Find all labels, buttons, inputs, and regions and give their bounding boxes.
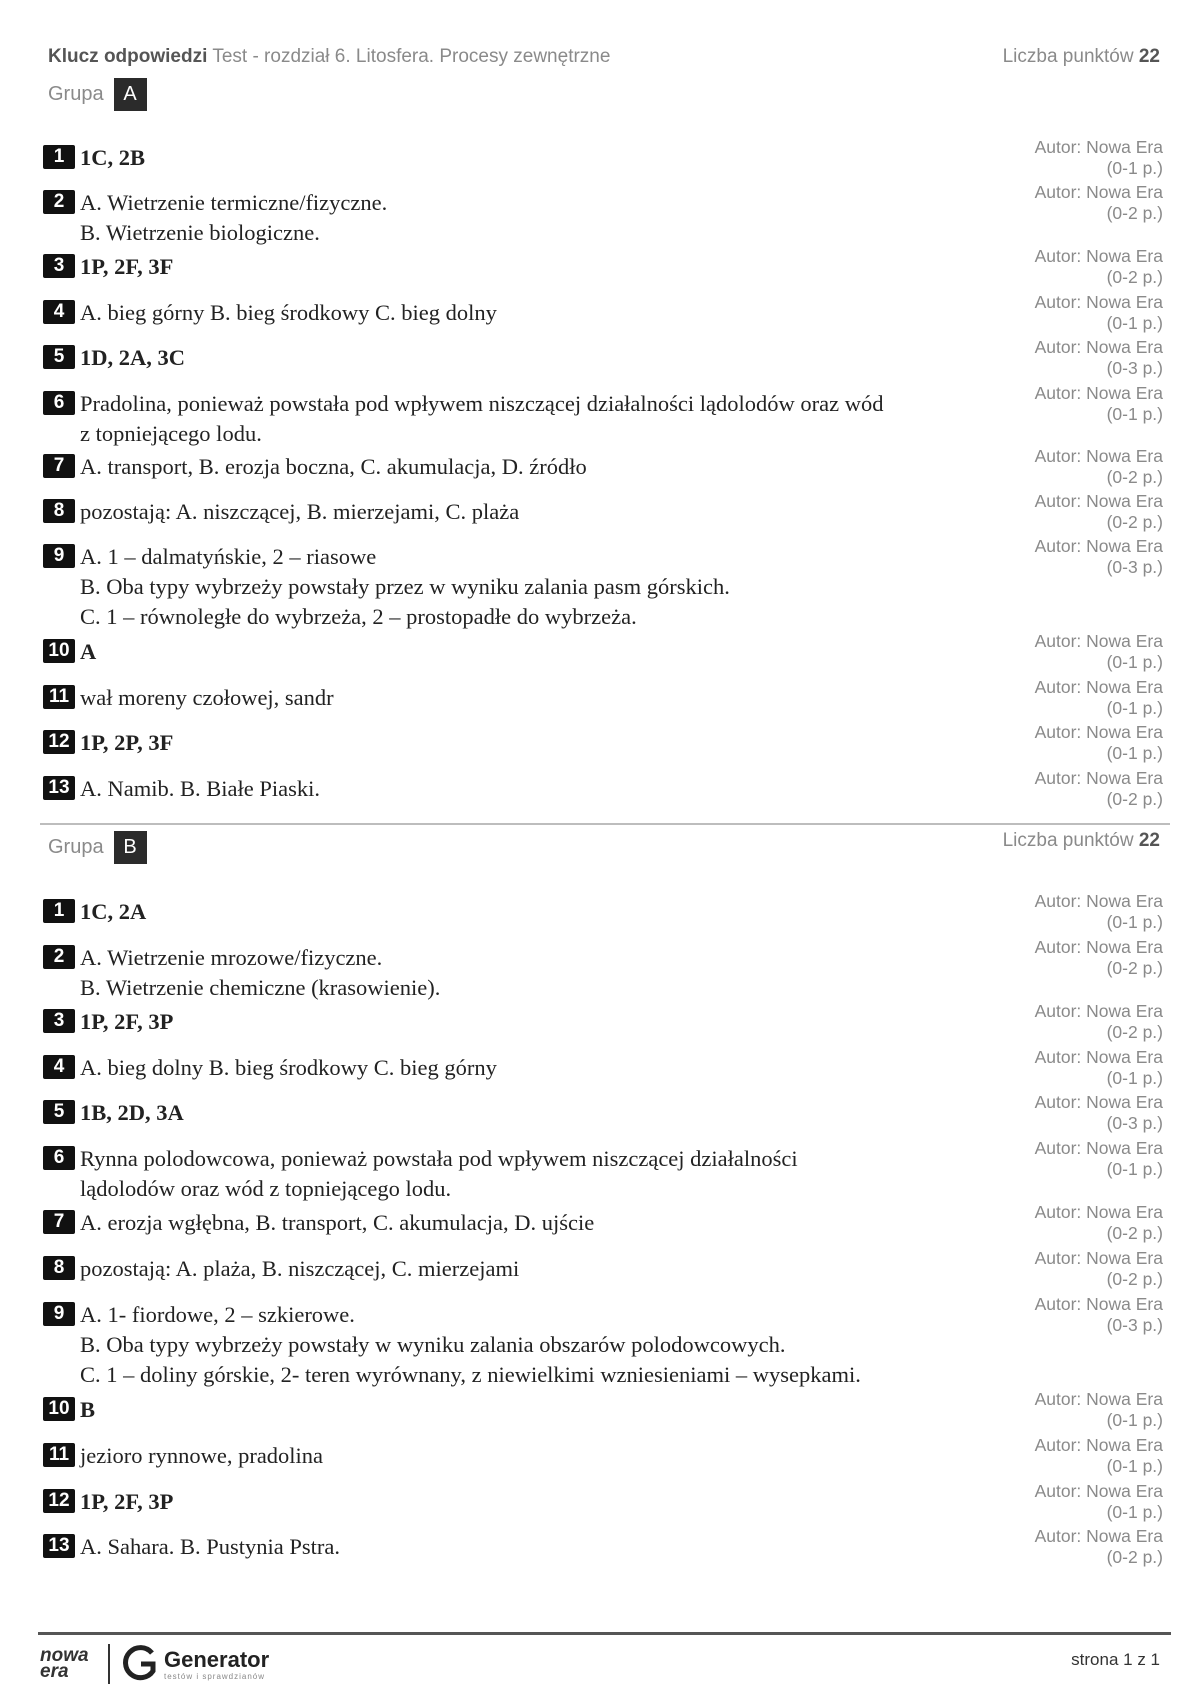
question-meta <box>943 246 1163 288</box>
group-b-badge: B <box>114 831 147 864</box>
question-meta <box>943 677 1163 719</box>
answer-line: z topniejącego lodu. <box>80 421 262 446</box>
author-label: Autor: Nowa Era <box>1034 137 1163 157</box>
points-range: (0-2 p.) <box>1106 267 1163 287</box>
points-range: (0-2 p.) <box>1106 1269 1163 1289</box>
author-label: Autor: Nowa Era <box>1034 768 1163 788</box>
question-number-badge: 7 <box>43 454 75 478</box>
question-meta <box>943 937 1163 979</box>
author-label: Autor: Nowa Era <box>1034 1389 1163 1409</box>
question-meta <box>943 491 1163 533</box>
question-number-badge: 11 <box>43 685 75 709</box>
question-number-badge: 12 <box>43 1489 75 1513</box>
answer-line: A. erozja wgłębna, B. transport, C. akumulacja, D. ujście <box>80 1210 595 1235</box>
author-label: Autor: Nowa Era <box>1034 446 1163 466</box>
answer-line: A. bieg górny B. bieg środkowy C. bieg dolny <box>80 300 497 325</box>
answer-line: A. Namib. B. Białe Piaski. <box>80 776 320 801</box>
points-range: (0-1 p.) <box>1106 313 1163 333</box>
generator-logo-text: Generator testów i sprawdzianów <box>164 1646 270 1681</box>
question-number-badge: 5 <box>43 1100 75 1124</box>
points-range: (0-3 p.) <box>1106 358 1163 378</box>
author-label: Autor: Nowa Era <box>1034 1047 1163 1067</box>
author-label: Autor: Nowa Era <box>1034 1092 1163 1112</box>
author-label: Autor: Nowa Era <box>1034 182 1163 202</box>
question-meta <box>943 1481 1163 1523</box>
points-range: (0-1 p.) <box>1106 1456 1163 1476</box>
points-range: (0-2 p.) <box>1106 512 1163 532</box>
author-label: Autor: Nowa Era <box>1034 891 1163 911</box>
question-meta <box>943 446 1163 488</box>
question-number-badge: 6 <box>43 391 75 415</box>
points-range: (0-2 p.) <box>1106 1223 1163 1243</box>
question-meta <box>943 631 1163 673</box>
answer-line: C. 1 – równoległe do wybrzeża, 2 – prostopadłe do wybrzeża. <box>80 604 637 629</box>
points-range: (0-1 p.) <box>1106 404 1163 424</box>
answer-line: jezioro rynnowe, pradolina <box>80 1443 324 1468</box>
question-number-badge: 3 <box>43 254 75 278</box>
author-label: Autor: Nowa Era <box>1034 1138 1163 1158</box>
answer-text <box>80 497 1035 527</box>
points-range: (0-1 p.) <box>1106 743 1163 763</box>
question-number-badge: 8 <box>43 499 75 523</box>
question-meta <box>943 891 1163 933</box>
answer-line: B. Wietrzenie biologiczne. <box>80 220 320 245</box>
question-meta <box>943 1138 1163 1180</box>
group-b-heading: Grupa B <box>48 831 147 864</box>
question-number-badge: 1 <box>43 145 75 169</box>
question-meta <box>943 722 1163 764</box>
answer-text <box>80 542 1035 632</box>
answer-text <box>80 1395 1035 1425</box>
answer-line: pozostają: A. plaża, B. niszczącej, C. mierzejami <box>80 1256 520 1281</box>
nowa-era-logo: nowa era <box>40 1645 89 1682</box>
question-number-badge: 3 <box>43 1009 75 1033</box>
answer-line: B. Oba typy wybrzeży powstały w wyniku zalania obszarów polodowcowych. <box>80 1332 786 1357</box>
answer-line: pozostają: A. niszczącej, B. mierzejami, C. plaża <box>80 499 520 524</box>
author-label: Autor: Nowa Era <box>1034 1001 1163 1021</box>
answer-line: B. Wietrzenie chemiczne (krasowienie). <box>80 975 441 1000</box>
question-meta <box>943 1001 1163 1043</box>
question-meta <box>943 137 1163 179</box>
author-label: Autor: Nowa Era <box>1034 677 1163 697</box>
answer-text <box>80 728 1035 758</box>
question-number-badge: 13 <box>43 1534 75 1558</box>
answer-line: A. 1 – dalmatyńskie, 2 – riasowe <box>80 544 377 569</box>
author-label: Autor: Nowa Era <box>1034 536 1163 556</box>
question-number-badge: 9 <box>43 1302 75 1326</box>
author-label: Autor: Nowa Era <box>1034 1248 1163 1268</box>
answer-text <box>80 1441 1035 1471</box>
document-title: Klucz odpowiedzi Test - rozdział 6. Litosfera. Procesy zewnętrzne <box>48 46 611 67</box>
question-number-badge: 4 <box>43 1055 75 1079</box>
question-meta <box>943 182 1163 224</box>
question-meta <box>943 337 1163 379</box>
points-range: (0-3 p.) <box>1106 557 1163 577</box>
answer-line: wał moreny czołowej, sandr <box>80 685 334 710</box>
question-number-badge: 2 <box>43 190 75 214</box>
points-range: (0-1 p.) <box>1106 1159 1163 1179</box>
question-number-badge: 1 <box>43 899 75 923</box>
author-label: Autor: Nowa Era <box>1034 246 1163 266</box>
answer-line: A. Sahara. B. Pustynia Pstra. <box>80 1534 340 1559</box>
answer-line: A <box>80 639 97 664</box>
question-number-badge: 13 <box>43 776 75 800</box>
answer-text <box>80 252 1035 282</box>
answer-line: 1B, 2D, 3A <box>80 1100 184 1125</box>
author-label: Autor: Nowa Era <box>1034 1526 1163 1546</box>
answer-line: Pradolina, ponieważ powstała pod wpływem niszczącej działalności lądolodów oraz wód <box>80 391 884 416</box>
points-range: (0-2 p.) <box>1106 958 1163 978</box>
question-meta <box>943 1526 1163 1568</box>
answer-line: A. Wietrzenie mrozowe/fizyczne. <box>80 945 383 970</box>
answer-text <box>80 1144 1035 1204</box>
author-label: Autor: Nowa Era <box>1034 722 1163 742</box>
answer-line: 1P, 2F, 3P <box>80 1009 174 1034</box>
question-number-badge: 4 <box>43 300 75 324</box>
answer-text <box>80 1300 1035 1390</box>
question-number-badge: 8 <box>43 1256 75 1280</box>
answer-text <box>80 897 1035 927</box>
answer-line: 1P, 2P, 3F <box>80 730 174 755</box>
answer-text <box>80 943 1035 1003</box>
points-range: (0-1 p.) <box>1106 652 1163 672</box>
question-number-badge: 5 <box>43 345 75 369</box>
answer-text <box>80 1053 1035 1083</box>
question-meta <box>943 1092 1163 1134</box>
answer-text <box>80 1532 1035 1562</box>
question-meta <box>943 1389 1163 1431</box>
points-range: (0-1 p.) <box>1106 158 1163 178</box>
question-number-badge: 2 <box>43 945 75 969</box>
answer-text <box>80 389 1035 449</box>
question-number-badge: 7 <box>43 1210 75 1234</box>
author-label: Autor: Nowa Era <box>1034 631 1163 651</box>
points-range: (0-2 p.) <box>1106 1022 1163 1042</box>
question-number-badge: 12 <box>43 730 75 754</box>
group-a-heading: Grupa A <box>48 78 147 111</box>
question-meta <box>943 536 1163 578</box>
answer-text <box>80 1254 1035 1284</box>
points-range: (0-2 p.) <box>1106 467 1163 487</box>
points-range: (0-1 p.) <box>1106 1068 1163 1088</box>
author-label: Autor: Nowa Era <box>1034 491 1163 511</box>
answer-text <box>80 774 1035 804</box>
answer-text <box>80 1208 1035 1238</box>
answer-line: A. transport, B. erozja boczna, C. akumulacja, D. źródło <box>80 454 587 479</box>
answer-text <box>80 143 1035 173</box>
group-a-badge: A <box>114 78 147 111</box>
page-number: strona 1 z 1 <box>1071 1650 1160 1669</box>
answer-text <box>80 1098 1035 1128</box>
question-meta <box>943 1294 1163 1336</box>
points-total-b: Liczba punktów 22 <box>1002 830 1160 851</box>
points-range: (0-1 p.) <box>1106 698 1163 718</box>
answer-line: B. Oba typy wybrzeży powstały przez w wyniku zalania pasm górskich. <box>80 574 730 599</box>
author-label: Autor: Nowa Era <box>1034 337 1163 357</box>
points-range: (0-2 p.) <box>1106 1547 1163 1567</box>
question-number-badge: 10 <box>43 639 75 663</box>
author-label: Autor: Nowa Era <box>1034 292 1163 312</box>
answer-line: A. Wietrzenie termiczne/fizyczne. <box>80 190 388 215</box>
answer-line: 1P, 2F, 3F <box>80 254 174 279</box>
question-meta <box>943 292 1163 334</box>
question-number-badge: 11 <box>43 1443 75 1467</box>
answer-text <box>80 452 1035 482</box>
answer-line: A. 1- fiordowe, 2 – szkierowe. <box>80 1302 355 1327</box>
footer-divider <box>38 1632 1171 1635</box>
author-label: Autor: Nowa Era <box>1034 1294 1163 1314</box>
answer-text <box>80 343 1035 373</box>
answer-text <box>80 188 1035 248</box>
points-range: (0-1 p.) <box>1106 1502 1163 1522</box>
author-label: Autor: Nowa Era <box>1034 1435 1163 1455</box>
answer-line: 1P, 2F, 3P <box>80 1489 174 1514</box>
points-total-a: Liczba punktów 22 <box>1002 46 1160 67</box>
answer-line: Rynna polodowcowa, ponieważ powstała pod wpływem niszczącej działalności <box>80 1146 798 1171</box>
answer-line: A. bieg dolny B. bieg środkowy C. bieg górny <box>80 1055 497 1080</box>
answer-line: 1D, 2A, 3C <box>80 345 185 370</box>
answer-text <box>80 1487 1035 1517</box>
points-range: (0-2 p.) <box>1106 203 1163 223</box>
author-label: Autor: Nowa Era <box>1034 1202 1163 1222</box>
answer-line: 1C, 2A <box>80 899 147 924</box>
question-meta <box>943 1248 1163 1290</box>
answer-line: lądolodów oraz wód z topniejącego lodu. <box>80 1176 452 1201</box>
group-separator <box>40 823 1170 825</box>
footer-logo <box>40 1642 269 1686</box>
answer-text <box>80 637 1035 667</box>
question-meta <box>943 1202 1163 1244</box>
question-meta <box>943 1047 1163 1089</box>
author-label: Autor: Nowa Era <box>1034 937 1163 957</box>
answer-text <box>80 1007 1035 1037</box>
question-meta <box>943 768 1163 810</box>
answer-line: 1C, 2B <box>80 145 146 170</box>
author-label: Autor: Nowa Era <box>1034 383 1163 403</box>
question-meta <box>943 383 1163 425</box>
points-range: (0-3 p.) <box>1106 1315 1163 1335</box>
answer-line: B <box>80 1397 96 1422</box>
points-range: (0-1 p.) <box>1106 912 1163 932</box>
points-range: (0-1 p.) <box>1106 1410 1163 1430</box>
question-number-badge: 10 <box>43 1397 75 1421</box>
logo-divider <box>108 1644 110 1684</box>
answer-line: C. 1 – doliny górskie, 2- teren wyrównany, z niewielkimi wzniesieniami – wysepkami. <box>80 1362 861 1387</box>
answer-text <box>80 683 1035 713</box>
question-meta <box>943 1435 1163 1477</box>
points-range: (0-3 p.) <box>1106 1113 1163 1133</box>
question-number-badge: 6 <box>43 1146 75 1170</box>
question-number-badge: 9 <box>43 544 75 568</box>
points-range: (0-2 p.) <box>1106 789 1163 809</box>
author-label: Autor: Nowa Era <box>1034 1481 1163 1501</box>
generator-g-icon <box>122 1645 158 1683</box>
answer-text <box>80 298 1035 328</box>
